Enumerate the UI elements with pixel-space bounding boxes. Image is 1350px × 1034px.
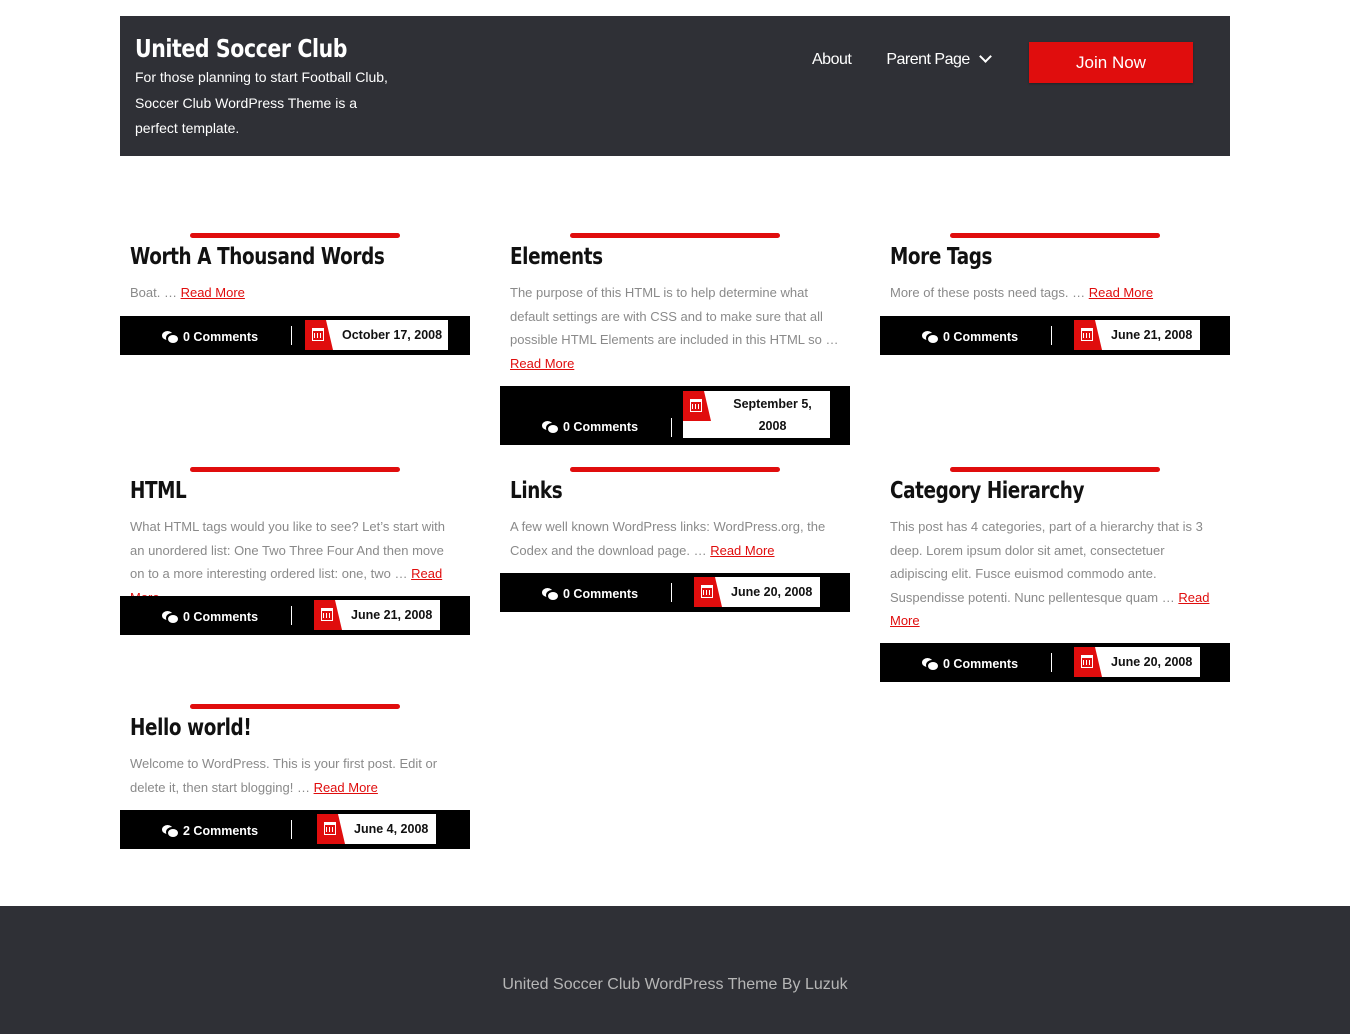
comments-icon	[542, 421, 558, 433]
post-title[interactable]: Elements	[510, 244, 603, 270]
calendar-icon	[1074, 320, 1102, 350]
post-date-text: June 20, 2008	[1111, 655, 1193, 669]
post-accent-bar	[570, 467, 780, 472]
post-excerpt-text: The purpose of this HTML is to help determine what default settings are with CSS and to make sure that all possible HTML Elements are included in this HTML so …	[510, 285, 839, 347]
post-excerpt-text: What HTML tags would you like to see? Let’s start with an unordered list: One Two Three Four And then move on to a more interesting ordered list: one, two …	[130, 519, 446, 581]
read-more-link[interactable]: Read More	[180, 285, 245, 300]
post-excerpt	[890, 515, 1220, 633]
post-date[interactable]	[1074, 647, 1200, 677]
site-header	[120, 16, 1230, 156]
calendar-icon	[683, 391, 711, 421]
post-date[interactable]	[1074, 320, 1200, 350]
post-meta-bar	[120, 596, 470, 635]
nav-item-parent-page-label: Parent Page	[886, 51, 970, 68]
comments-icon	[922, 658, 938, 670]
post-card	[880, 467, 1230, 682]
post-date-text: June 21, 2008	[351, 608, 433, 622]
post-card	[880, 233, 1230, 355]
post-excerpt-text: Boat. …	[130, 285, 181, 300]
post-date[interactable]	[314, 600, 440, 630]
meta-divider	[291, 606, 292, 625]
meta-divider	[1051, 653, 1052, 672]
post-accent-bar	[570, 233, 780, 238]
post-card	[500, 233, 850, 445]
join-now-button[interactable]: Join Now	[1029, 42, 1193, 83]
comments-count: 0 Comments	[563, 587, 639, 601]
post-comments-link[interactable]	[922, 657, 1018, 671]
comments-icon	[162, 611, 178, 623]
post-card	[120, 704, 470, 849]
post-date[interactable]	[683, 391, 830, 438]
comments-count: 2 Comments	[183, 824, 259, 838]
post-title[interactable]: Category Hierarchy	[890, 478, 1085, 504]
post-comments-link[interactable]	[542, 420, 638, 434]
post-excerpt	[510, 515, 840, 562]
post-date-text: June 21, 2008	[1111, 328, 1193, 342]
post-meta-bar	[880, 316, 1230, 355]
post-title[interactable]: More Tags	[890, 244, 993, 270]
footer-credit: United Soccer Club WordPress Theme By Luzuk	[502, 976, 848, 993]
post-excerpt	[130, 515, 460, 609]
read-more-link[interactable]: Read More	[1088, 285, 1154, 300]
meta-divider	[291, 326, 292, 345]
post-meta-bar	[120, 316, 470, 355]
post-card	[120, 467, 470, 635]
post-excerpt-text: Welcome to WordPress. This is your first post. Edit or delete it, then start blogging! …	[130, 756, 438, 795]
meta-divider	[671, 418, 672, 437]
post-accent-bar	[190, 704, 400, 709]
post-excerpt	[130, 281, 460, 305]
calendar-icon	[314, 600, 342, 630]
post-comments-link[interactable]	[922, 330, 1018, 344]
site-footer	[0, 906, 1350, 1034]
post-title[interactable]: Links	[510, 478, 563, 504]
post-excerpt-text: A few well known WordPress links: WordPress.org, the Codex and the download page. …	[510, 519, 826, 558]
read-more-link[interactable]: Read More	[710, 542, 775, 558]
calendar-icon	[1074, 647, 1102, 677]
meta-divider	[671, 583, 672, 602]
read-more-link[interactable]: Read More	[313, 779, 378, 795]
post-comments-link[interactable]	[162, 824, 258, 838]
post-date-text: June 20, 2008	[731, 585, 813, 599]
comments-icon	[542, 588, 558, 600]
comments-count: 0 Comments	[563, 420, 639, 434]
post-accent-bar	[950, 233, 1160, 238]
site-title[interactable]: United Soccer Club	[135, 34, 348, 63]
post-date[interactable]	[317, 814, 436, 844]
main-navigation	[812, 51, 990, 69]
chevron-down-icon	[979, 50, 992, 63]
read-more-link[interactable]: Read	[411, 566, 443, 581]
comments-icon	[922, 331, 938, 343]
post-accent-bar	[190, 233, 400, 238]
comments-count: 0 Comments	[183, 610, 259, 624]
comments-icon	[162, 825, 178, 837]
post-date-text: September 5, 2008	[733, 396, 812, 433]
nav-item-about[interactable]: About	[812, 51, 852, 68]
post-title[interactable]: Worth A Thousand Words	[130, 244, 385, 270]
read-more-link[interactable]: Read More	[510, 355, 575, 371]
post-accent-bar	[950, 467, 1160, 472]
read-more-link[interactable]: Read More	[890, 589, 1210, 628]
post-card	[120, 233, 470, 355]
comments-icon	[162, 331, 178, 343]
post-comments-link[interactable]	[162, 330, 258, 344]
nav-item-parent-page[interactable]	[886, 51, 989, 69]
post-meta-bar	[500, 573, 850, 612]
comments-count: 0 Comments	[943, 657, 1019, 671]
meta-divider	[291, 820, 292, 839]
post-meta-bar	[880, 643, 1230, 682]
comments-count: 0 Comments	[943, 330, 1019, 344]
post-accent-bar	[190, 467, 400, 472]
post-date[interactable]	[694, 577, 820, 607]
post-date-text: June 4, 2008	[354, 822, 429, 836]
comments-count: 0 Comments	[183, 330, 259, 344]
meta-divider	[1051, 326, 1052, 345]
post-meta-bar	[120, 810, 470, 849]
post-excerpt	[130, 752, 460, 799]
post-excerpt-text: More of these posts need tags. …	[890, 285, 1089, 300]
calendar-icon	[317, 814, 345, 844]
post-excerpt	[510, 281, 840, 375]
post-excerpt	[890, 281, 1220, 305]
post-date[interactable]	[305, 320, 448, 350]
post-title[interactable]: HTML	[130, 478, 187, 504]
post-date-text: October 17, 2008	[342, 328, 443, 342]
post-excerpt-text: This post has 4 categories, part of a hierarchy that is 3 deep. Lorem ipsum dolor sit amet, consectetuer adipiscing elit. Fusce euismod commodo ante. Suspendisse potenti. Nunc pellentesque quam …	[890, 519, 1203, 605]
post-comments-link[interactable]	[542, 587, 638, 601]
post-meta-bar	[500, 386, 850, 445]
site-description: For those planning to start Football Club, Soccer Club WordPress Theme is a perfect template.	[135, 69, 388, 136]
post-title[interactable]: Hello world!	[130, 715, 252, 741]
calendar-icon	[305, 320, 333, 350]
calendar-icon	[694, 577, 722, 607]
post-card	[500, 467, 850, 612]
post-comments-link[interactable]	[162, 610, 258, 624]
